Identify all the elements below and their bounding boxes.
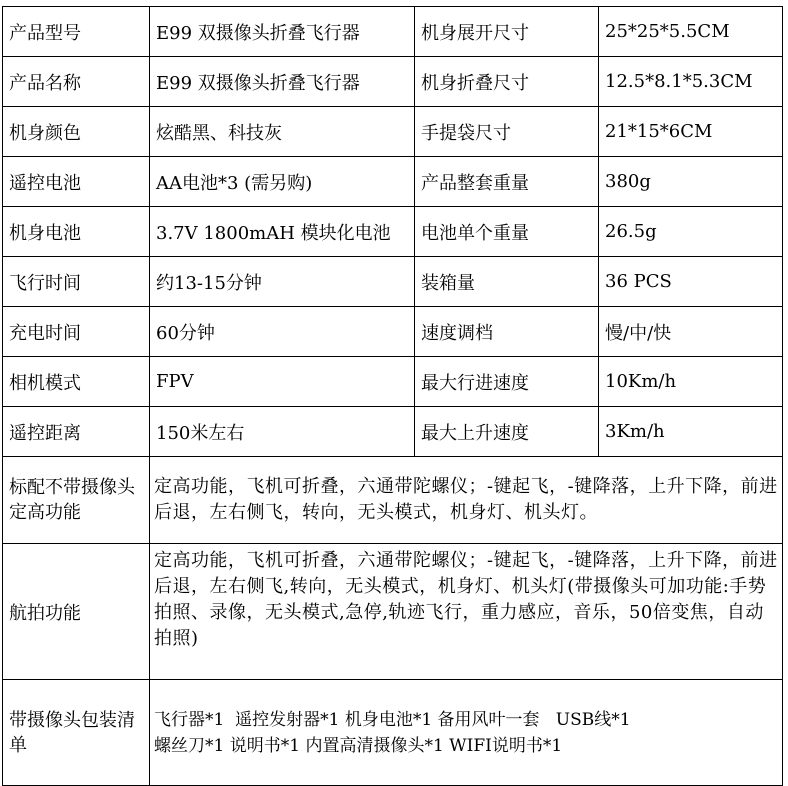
package-list-line: 螺丝刀*1 说明书*1 内置高清摄像头*1 WIFI说明书*1 [154, 735, 563, 756]
spec-row-remote-battery [3, 157, 783, 207]
spec-value: FPV [150, 357, 415, 407]
spec-value: 炫酷黑、科技灰 [150, 107, 415, 157]
spec-label: 遥控距离 [3, 407, 150, 457]
spec-label: 产品名称 [3, 57, 150, 107]
spec-row-color [3, 107, 783, 157]
spec-row-package-list [3, 680, 783, 786]
aerial-features-text: 定高功能，飞机可折叠，六通带陀螺仪；-键起飞，-键降落，上升下降，前进后退，左右侧飞,转向，无头模式，机身灯、机头灯(带摄像头可加功能:手势拍照、录像，无头模式,急停,轨迹飞行，重力感应，音乐，50倍变焦，自动拍照) [150, 544, 783, 680]
spec-label: 手提袋尺寸 [415, 107, 599, 157]
spec-label: 航拍功能 [3, 544, 150, 680]
spec-value: 10Km/h [599, 357, 783, 407]
spec-label: 标配不带摄像头定高功能 [3, 457, 150, 544]
spec-value: 21*15*6CM [599, 107, 783, 157]
spec-label: 最大行进速度 [415, 357, 599, 407]
spec-row-flight-time [3, 257, 783, 307]
spec-value: E99 双摄像头折叠飞行器 [150, 57, 415, 107]
package-list-cell [150, 680, 783, 786]
spec-label: 电池单个重量 [415, 207, 599, 257]
spec-label: 装箱量 [415, 257, 599, 307]
package-list-line: 飞行器*1 遥控发射器*1 机身电池*1 备用风叶一套 USB线*1 [154, 709, 631, 730]
spec-value: 约13-15分钟 [150, 257, 415, 307]
spec-label: 机身展开尺寸 [415, 7, 599, 57]
spec-row-remote-range [3, 407, 783, 457]
spec-value: 12.5*8.1*5.3CM [599, 57, 783, 107]
spec-label: 产品整套重量 [415, 157, 599, 207]
spec-value: 36 PCS [599, 257, 783, 307]
spec-row-body-battery [3, 207, 783, 257]
spec-value: 25*25*5.5CM [599, 7, 783, 57]
spec-label: 机身电池 [3, 207, 150, 257]
spec-value: AA电池*3 (需另购) [150, 157, 415, 207]
standard-features-text: 定高功能，飞机可折叠，六通带陀螺仪；-键起飞，-键降落，上升下降，前进后退，左右侧飞，转向，无头模式，机身灯、机头灯。 [150, 457, 783, 544]
spec-value: 慢/中/快 [599, 307, 783, 357]
spec-value: 380g [599, 157, 783, 207]
spec-label: 产品型号 [3, 7, 150, 57]
spec-row-name [3, 57, 783, 107]
spec-row-standard-features [3, 457, 783, 544]
spec-row-charge-time [3, 307, 783, 357]
spec-row-model [3, 7, 783, 57]
spec-value: 3Km/h [599, 407, 783, 457]
spec-row-aerial-features [3, 544, 783, 680]
spec-value: 60分钟 [150, 307, 415, 357]
spec-label: 最大上升速度 [415, 407, 599, 457]
spec-label: 机身折叠尺寸 [415, 57, 599, 107]
spec-label: 机身颜色 [3, 107, 150, 157]
spec-value: 150米左右 [150, 407, 415, 457]
spec-label: 带摄像头包装清单 [3, 680, 150, 786]
spec-label: 相机模式 [3, 357, 150, 407]
spec-label: 充电时间 [3, 307, 150, 357]
spec-label: 速度调档 [415, 307, 599, 357]
product-spec-table [2, 6, 783, 786]
spec-value: 3.7V 1800mAH 模块化电池 [150, 207, 415, 257]
spec-label: 飞行时间 [3, 257, 150, 307]
spec-row-camera-mode [3, 357, 783, 407]
spec-value: E99 双摄像头折叠飞行器 [150, 7, 415, 57]
spec-label: 遥控电池 [3, 157, 150, 207]
spec-value: 26.5g [599, 207, 783, 257]
